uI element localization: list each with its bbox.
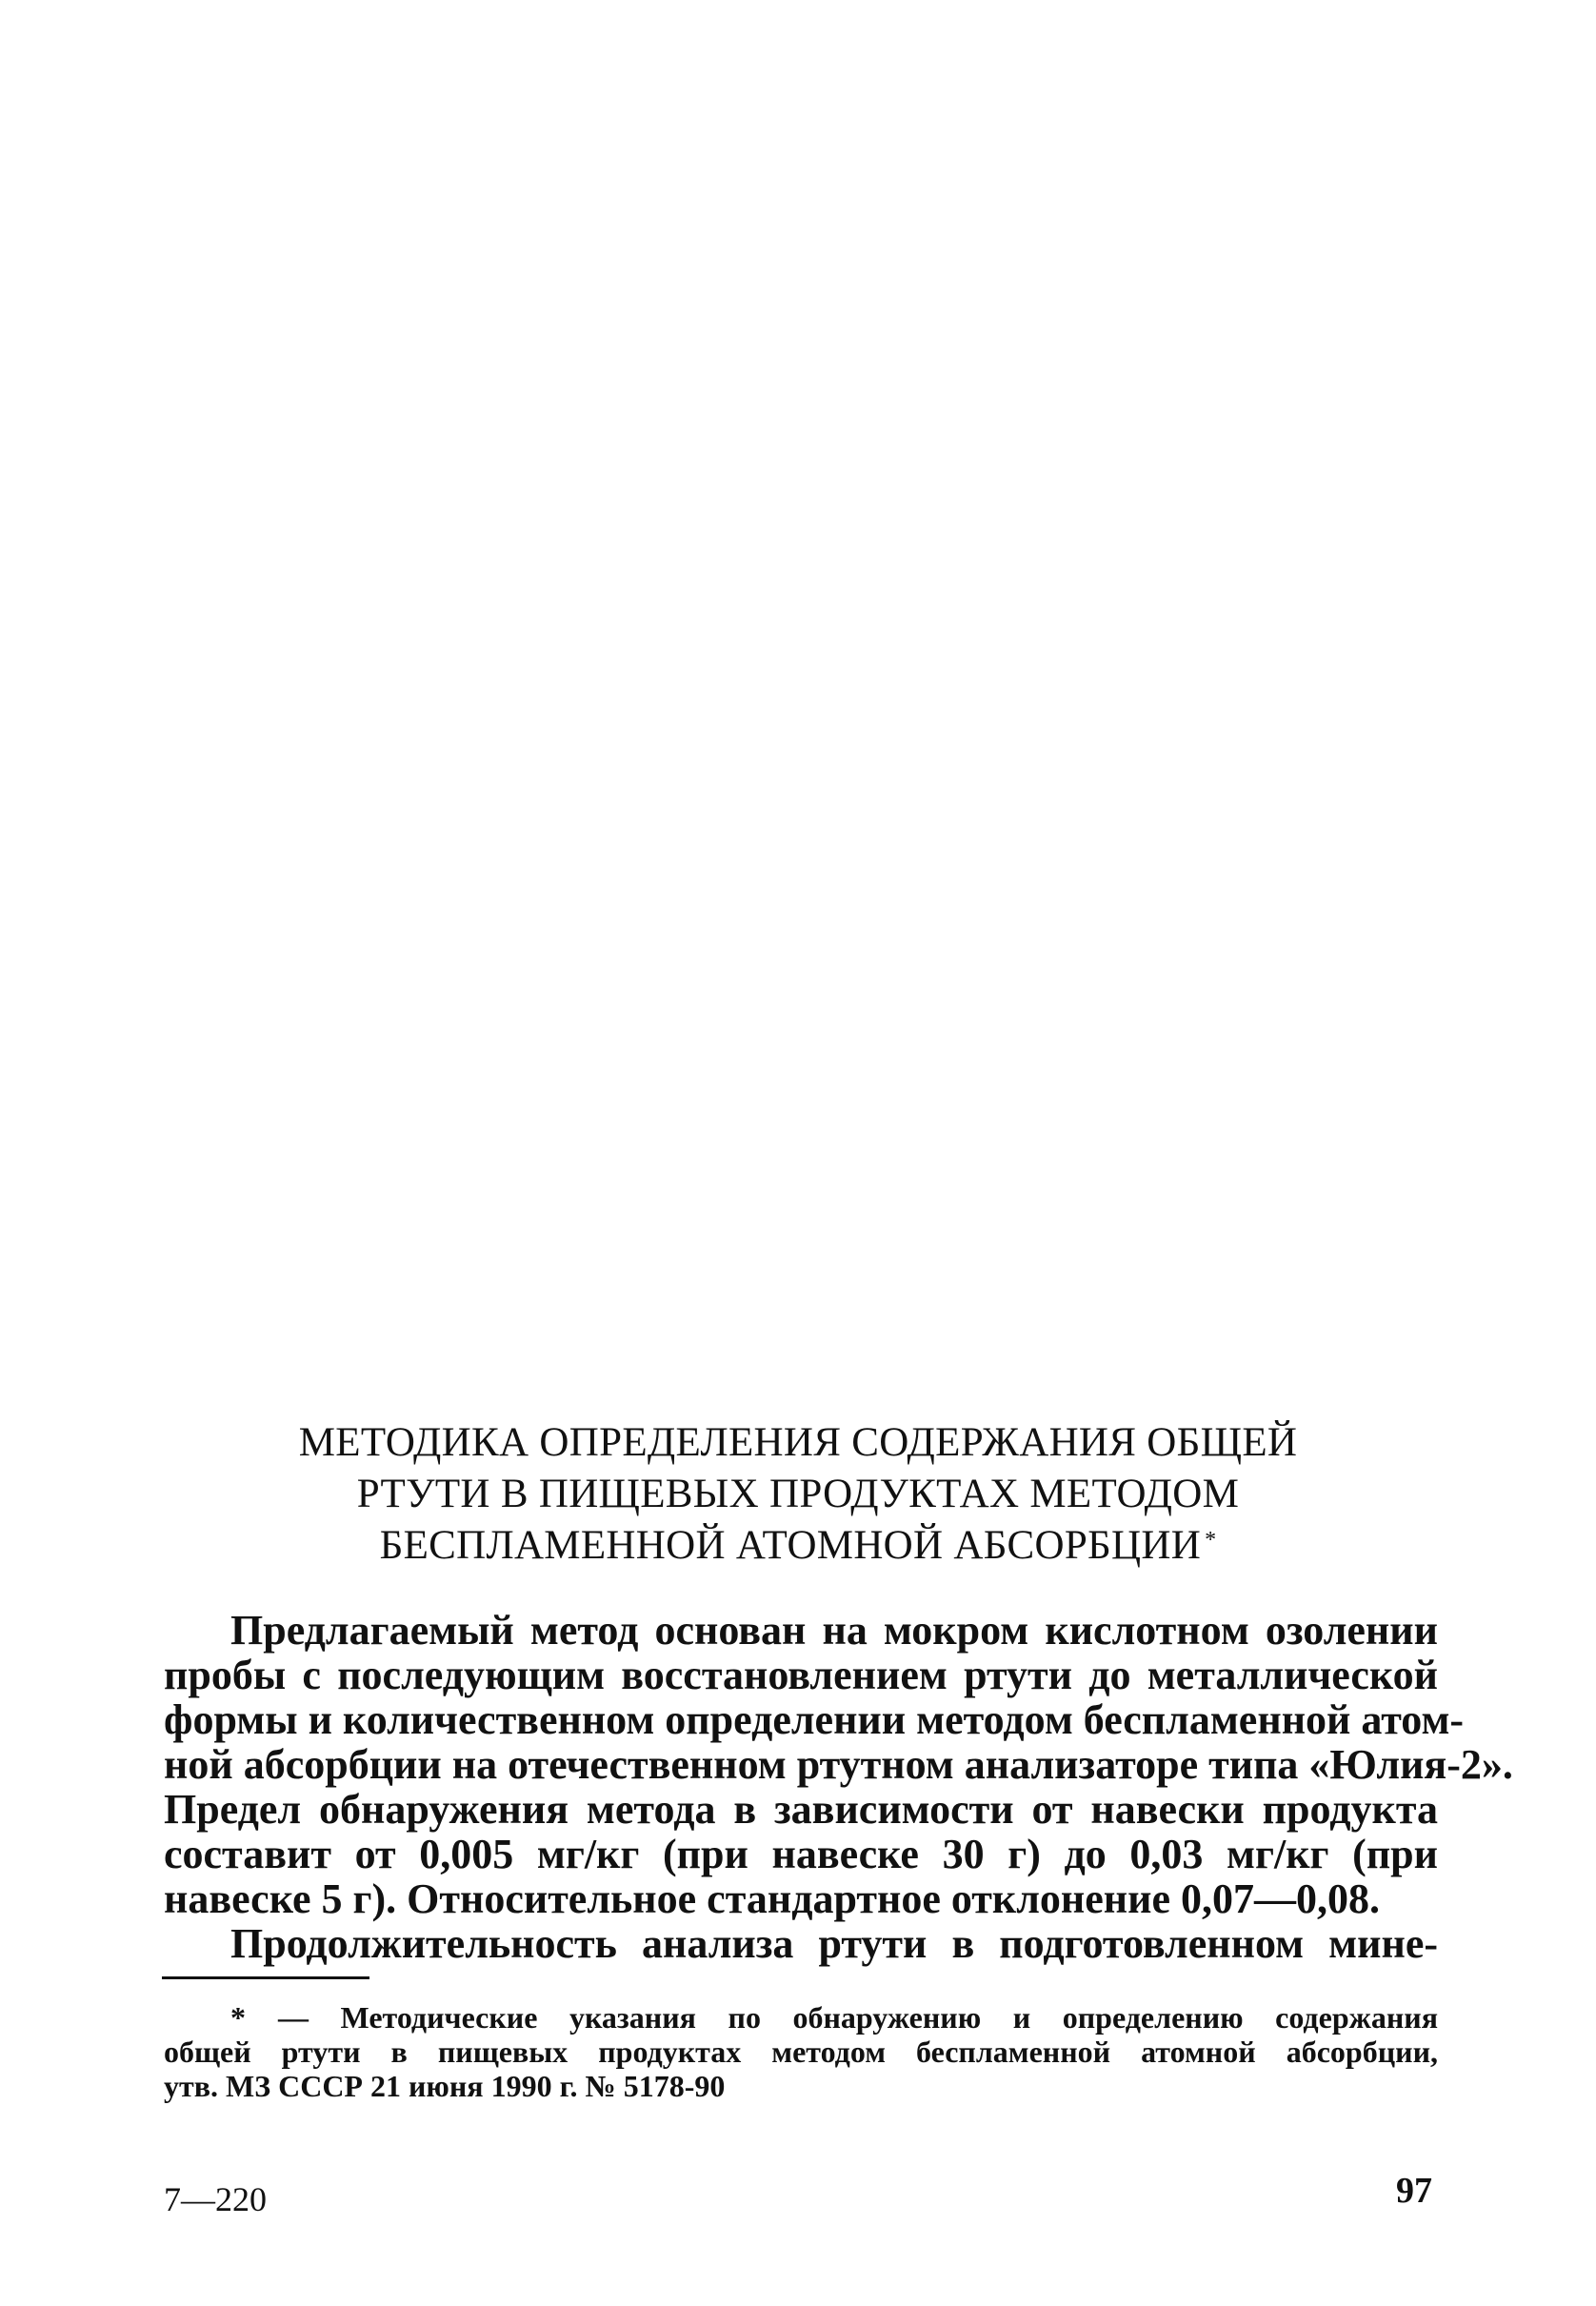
body-line-8: Продолжительность анализа ртути в подготовленном мине- bbox=[230, 1920, 1438, 1967]
footnote-line-3: утв. МЗ СССР 21 июня 1990 г. № 5178-90 bbox=[164, 2069, 726, 2103]
body-line-7: навеске 5 г). Относительное стандартное отклонение 0,07—0,08. bbox=[164, 1875, 1381, 1922]
body-paragraph bbox=[164, 1607, 1513, 1967]
footnote-marker: * bbox=[230, 2000, 246, 2035]
body-line-4: ной абсорбции на отечественном ртутном анализаторе типа «Юлия-2». bbox=[164, 1741, 1513, 1788]
body-line-2: пробы с последующим восстановлением ртути до металлической bbox=[164, 1652, 1438, 1698]
title-line-3 bbox=[162, 1520, 1434, 1572]
body-line-5: Предел обнаружения метода в зависимости от навески продукта bbox=[164, 1786, 1438, 1833]
footnote-line-2: общей ртути в пищевых продуктах методом беспламенной атомной абсорбции, bbox=[164, 2035, 1438, 2069]
page-title bbox=[162, 1417, 1434, 1572]
printer-signature: 7—220 bbox=[164, 2180, 267, 2218]
body-line-1: Предлагаемый метод основан на мокром кислотном озолении bbox=[230, 1607, 1438, 1654]
body-line-6: составит от 0,005 мг/кг (при навеске 30 г) до 0,03 мг/кг (при bbox=[164, 1831, 1438, 1877]
footnote-line-1-text: — Методические указания по обнаружению и определению содержания bbox=[278, 2000, 1438, 2035]
title-line-2: РТУТИ В ПИЩЕВЫХ ПРОДУКТАХ МЕТОДОМ bbox=[356, 1472, 1240, 1516]
page-number: 97 bbox=[1396, 2171, 1432, 2211]
footnote bbox=[164, 2000, 1438, 2103]
title-footnote-marker: * bbox=[1205, 1528, 1217, 1553]
footnote-line-1 bbox=[164, 2000, 1438, 2035]
body-line-3: формы и количественном определении методом беспламенной атом- bbox=[164, 1696, 1465, 1743]
footnote-divider bbox=[162, 1976, 369, 1979]
title-line-3-text: БЕСПЛАМЕННОЙ АТОМНОЙ АБСОРБЦИИ bbox=[379, 1523, 1202, 1568]
title-line-1: МЕТОДИКА ОПРЕДЕЛЕНИЯ СОДЕРЖАНИЯ ОБЩЕЙ bbox=[298, 1420, 1298, 1465]
